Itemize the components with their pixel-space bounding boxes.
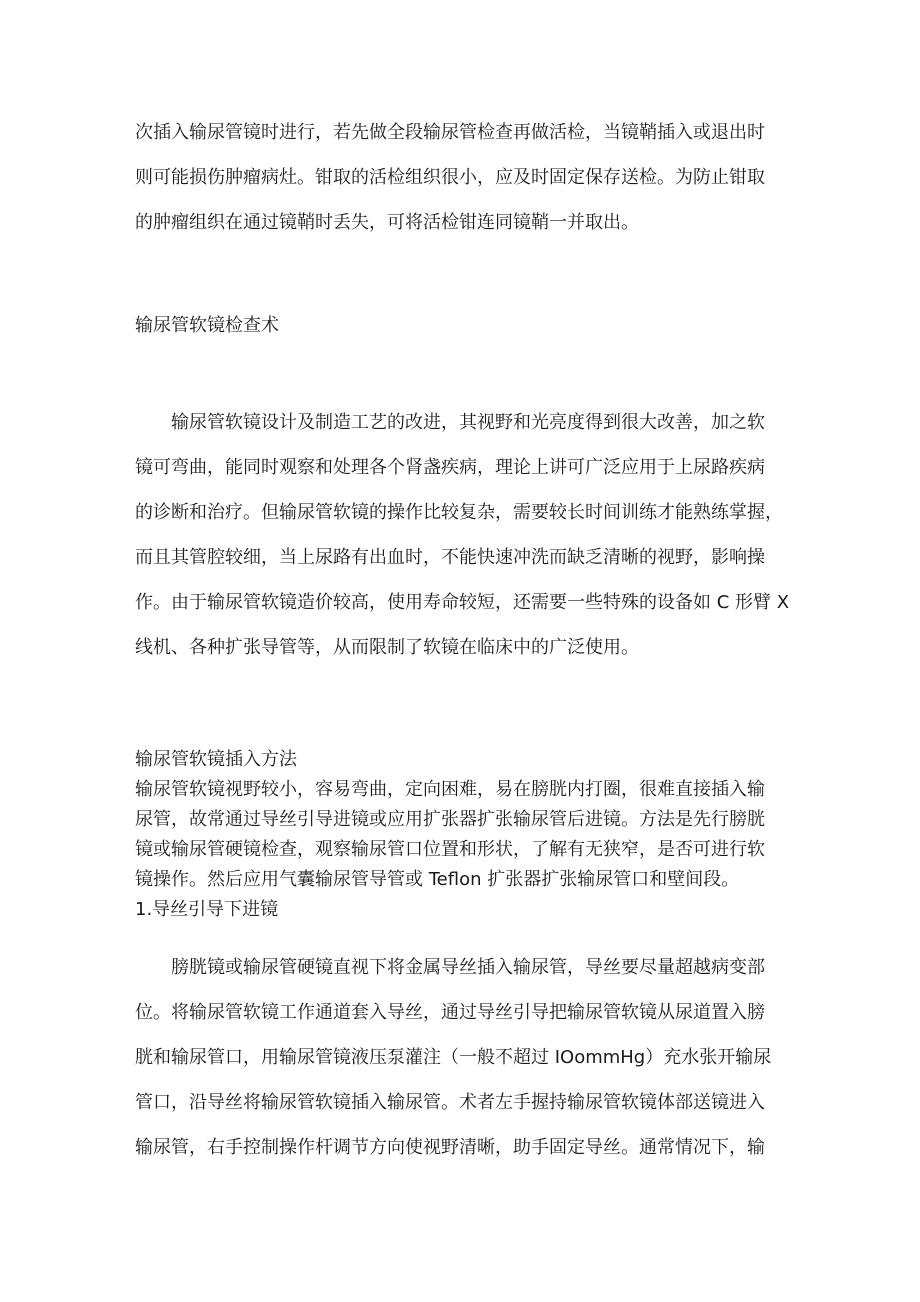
paragraph-insertion-method bbox=[135, 775, 795, 895]
subheading-guidewire: 1.导丝引导下进镜 bbox=[135, 899, 279, 920]
text-line: 位。将输尿管软镜工作通道套入导丝，通过导丝引导把输尿管软镜从尿道置入膀 bbox=[135, 1002, 765, 1023]
text-line: 的诊断和治疗。但输尿管软镜的操作比较复杂，需要较长时间训练才能熟练掌握， bbox=[135, 502, 783, 523]
text-line: 而且其管腔较细，当上尿路有出血时，不能快速冲洗而缺乏清晰的视野，影响操 bbox=[135, 547, 765, 568]
paragraph-guidewire bbox=[135, 945, 795, 1170]
section-heading-flexible-ureteroscopy: 输尿管软镜检查术 bbox=[135, 315, 279, 336]
text-line: 尿管，故常通过导丝引导进镜或应用扩张器扩张输尿管后进镜。方法是先行膀胱 bbox=[135, 809, 765, 830]
text-line: 管口，沿导丝将输尿管软镜插入输尿管。术者左手握持输尿管软镜体部送镜进入 bbox=[135, 1092, 765, 1113]
paragraph-flexible-overview bbox=[135, 400, 795, 670]
text-line: 镜可弯曲，能同时观察和处理各个肾盏疾病，理论上讲可广泛应用于上尿路疾病 bbox=[135, 457, 765, 478]
text-line: 输尿管软镜视野较小，容易弯曲，定向困难，易在膀胱内打圈，很难直接插入输 bbox=[135, 779, 765, 800]
text-line: 输尿管软镜设计及制造工艺的改进，其视野和光亮度得到很大改善，加之软 bbox=[135, 412, 765, 433]
text-line: 次插入输尿管镜时进行，若先做全段输尿管检查再做活检，当镜鞘插入或退出时 bbox=[135, 122, 765, 143]
text-line: 镜或输尿管硬镜检查，观察输尿管口位置和形状，了解有无狭窄，是否可进行软 bbox=[135, 839, 765, 860]
text-line: 作。由于输尿管软镜造价较高，使用寿命较短，还需要一些特殊的设备如 C 形臂 X bbox=[135, 592, 790, 613]
text-line: 则可能损伤肿瘤病灶。钳取的活检组织很小，应及时固定保存送检。为防止钳取 bbox=[135, 167, 765, 188]
section-heading-insertion-method: 输尿管软镜插入方法 bbox=[135, 749, 297, 770]
text-line: 的肿瘤组织在通过镜鞘时丢失，可将活检钳连同镜鞘一并取出。 bbox=[135, 212, 639, 233]
text-line: 线机、各种扩张导管等，从而限制了软镜在临床中的广泛使用。 bbox=[135, 637, 639, 658]
text-line: 胱和输尿管口，用输尿管镜液压泵灌注（一般不超过 IOommHg）充水张开输尿 bbox=[135, 1047, 772, 1068]
paragraph-biopsy bbox=[135, 110, 795, 245]
text-line: 输尿管，右手控制操作杆调节方向使视野清晰，助手固定导丝。通常情况下，输 bbox=[135, 1137, 765, 1158]
text-line: 镜操作。然后应用气囊输尿管导管或 Teflon 扩张器扩张输尿管口和壁间段。 bbox=[135, 869, 740, 890]
text-line: 膀胱镜或输尿管硬镜直视下将金属导丝插入输尿管，导丝要尽量超越病变部 bbox=[135, 957, 765, 978]
